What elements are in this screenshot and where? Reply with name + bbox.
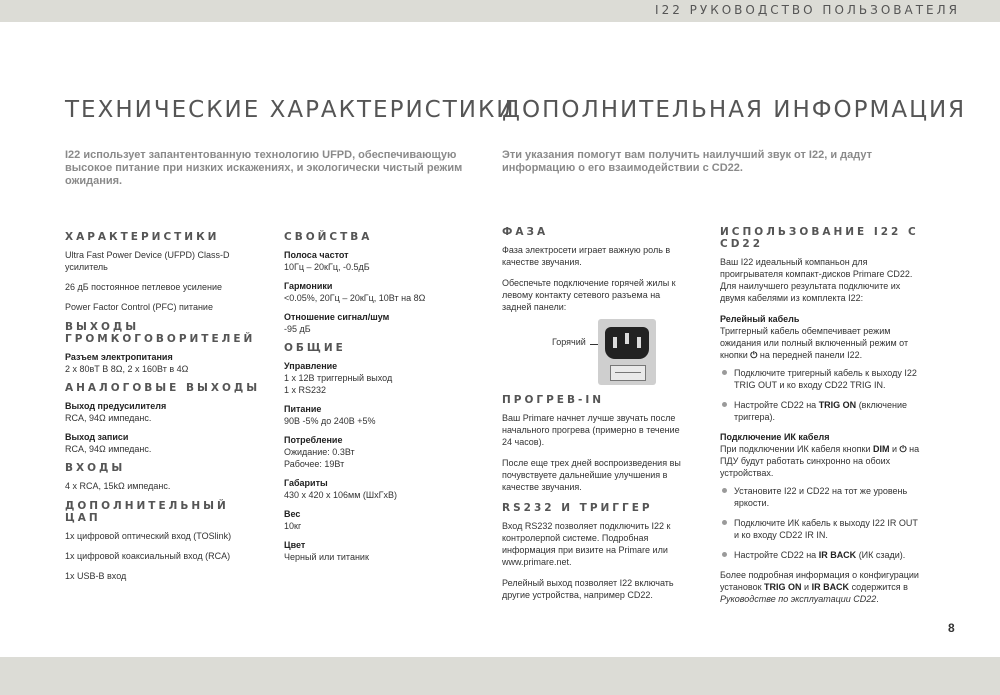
list-item	[720, 549, 925, 561]
header-bar	[0, 0, 1000, 22]
spec-item: 4 x RCA, 15kΩ импеданс.	[65, 481, 171, 491]
relay-section	[720, 313, 925, 361]
bullet-text: Подключите ИК кабель к выходу I22 IR OUT и ко входу CD22 IR IN.	[734, 518, 918, 540]
bullet-text: Подключите тригерный кабель к выходу I22 TRIG OUT и ко входу CD22 TRIG IN.	[734, 368, 917, 390]
manual-title: I22 РУКОВОДСТВО ПОЛЬЗОВАТЕЛЯ	[655, 3, 960, 17]
spec-item: Ultra Fast Power Device (UFPD) Class-D усилитель	[65, 250, 230, 272]
spec-entry	[284, 477, 474, 501]
spec-label: Разъем электропитания	[65, 352, 173, 362]
spec-value: Ожидание: 0.3Вт	[284, 447, 355, 457]
spec-entry	[65, 431, 265, 455]
bullet-icon	[722, 370, 727, 375]
spec-label: Потребление	[284, 435, 343, 445]
ir-text: на ПДУ будут работать синхронно на обоих устройствах.	[720, 444, 920, 478]
spec-entry	[284, 434, 474, 470]
spec-value: -95 дБ	[284, 324, 311, 334]
relay-heading: Релейный кабель	[720, 314, 800, 324]
inputs-heading: ВХОДЫ	[65, 462, 126, 474]
bullet-text: Настройте CD22 на	[734, 400, 819, 410]
bullet-text: (включение триггера).	[734, 400, 908, 422]
page-number: 8	[948, 621, 955, 635]
properties-heading: СВОЙСТВА	[284, 231, 373, 243]
phase-paragraph: Фаза электросети играет важную роль в качестве звучания.	[502, 245, 671, 267]
fuse-holder	[610, 365, 646, 381]
spec-entry	[284, 311, 474, 335]
bullet-icon	[722, 488, 727, 493]
outro-text: содержится в	[849, 582, 908, 592]
rs232-paragraph: Релейный выход позволяет I22 включать другие устройства, например CD22.	[502, 578, 674, 600]
spec-value: RCA, 94Ω импеданс.	[65, 413, 152, 423]
specs-column-1	[65, 231, 265, 590]
relay-text: на передней панели I22.	[757, 350, 863, 360]
list-item	[720, 485, 925, 509]
spec-entry	[284, 280, 474, 304]
spec-entry	[284, 539, 474, 563]
relay-text: Триггерный кабель обемпечивает режим ожидания или полный включенный режим от кнопки	[720, 326, 909, 360]
tech-specs-intro: I22 использует запантентованную технологию UFPD, обеспечивающую высокое питание при низких искажениях, и экологически чистый режим ожидания.	[65, 149, 463, 187]
spec-value: 1 x RS232	[284, 385, 327, 395]
spec-value: Рабочее: 19Вт	[284, 459, 345, 469]
spec-entry	[284, 403, 474, 427]
outro-paragraph	[720, 569, 925, 605]
additional-info-intro: Эти указания помогут вам получить наилучший звук от I22, и дадут информацию о его взаимодействии с CD22.	[502, 149, 872, 174]
outro-italic: Руководстве по эксплуатации CD22	[720, 594, 877, 604]
characteristics-heading: ХАРАКТЕРИСТИКИ	[65, 231, 220, 243]
spec-label: Отношение сигнал/шум	[284, 312, 390, 322]
socket-pin-right	[637, 337, 641, 348]
spec-entry	[284, 249, 474, 273]
list-item	[720, 517, 925, 541]
ir-section	[720, 431, 925, 479]
bullet-bold: TRIG ON	[818, 400, 857, 410]
extra-dac-heading: ДОПОЛНИТЕЛЬНЫЙ ЦАП	[65, 500, 229, 524]
ir-text: При подключении ИК кабеля кнопки	[720, 444, 873, 454]
bullet-icon	[722, 402, 727, 407]
spec-value: 430 x 420 x 106мм (ШxГxВ)	[284, 490, 398, 500]
spec-item: 26 дБ постоянное петлевое усиление	[65, 282, 223, 292]
ir-text: и	[889, 444, 900, 454]
info-column-1	[502, 226, 682, 610]
outro-text: .	[876, 594, 879, 604]
list-item	[720, 399, 925, 423]
bullet-text: Настройте CD22 на	[734, 550, 819, 560]
spec-label: Габариты	[284, 478, 328, 488]
spec-item: 1x цифровой коаксиальный вход (RCA)	[65, 551, 231, 561]
warmup-heading: ПРОГРЕВ-IN	[502, 394, 605, 406]
rs232-paragraph: Вход RS232 позволяет подключить I22 к контролерпой системе. Подробная информация при визите на Primare или www.primare.net.	[502, 521, 671, 567]
spec-label: Вес	[284, 509, 301, 519]
tech-specs-title: ТЕХНИЧЕСКИЕ ХАРАКТЕРИСТИКИ	[65, 97, 516, 123]
general-heading: ОБЩИЕ	[284, 342, 346, 354]
spec-value: RCA, 94Ω импеданс.	[65, 444, 152, 454]
spec-value: 10кг	[284, 521, 302, 531]
using-intro: Ваш I22 идеальный компаньон для проигрывателя компакт-дисков Primare CD22. Для наилучшего результата подключите их двумя кабелями из комплекта I22:	[720, 257, 913, 303]
hot-wire-label: Горячий	[552, 337, 586, 347]
bullet-text: Установите I22 и CD22 на тот же уровень яркости.	[734, 486, 908, 508]
spec-entry	[284, 508, 474, 532]
info-column-2	[720, 226, 925, 614]
bullet-icon	[722, 552, 727, 557]
speaker-outputs-heading: ВЫХОДЫ ГРОМКОГОВОРИТЕЛЕЙ	[65, 321, 256, 345]
spec-value: 1 x 12В триггерный выход	[284, 373, 393, 383]
ir-heading: Подключение ИК кабеля	[720, 432, 830, 442]
footer-bar	[0, 657, 1000, 695]
spec-label: Выход записи	[65, 432, 129, 442]
spec-item: Power Factor Control (PFC) питание	[65, 302, 213, 312]
spec-label: Управление	[284, 361, 338, 371]
phase-heading: ФАЗА	[502, 226, 549, 238]
phase-paragraph: Обеспечьте подключение горячей жилы к левому контакту сетевого разъема на задней панели:	[502, 278, 676, 312]
power-icon: ⏻	[750, 350, 758, 360]
spec-value: 10Гц – 20кГц, -0.5дБ	[284, 262, 370, 272]
spec-entry	[284, 360, 474, 396]
additional-info-title: ДОПОЛНИТЕЛЬНАЯ ИНФОРМАЦИЯ	[502, 97, 967, 123]
spec-value: <0.05%, 20Гц – 20кГц, 10Вт на 8Ω	[284, 293, 426, 303]
spec-label: Гармоники	[284, 281, 333, 291]
socket-pin-earth	[625, 333, 629, 344]
spec-value: Черный или титаник	[284, 552, 369, 562]
bullet-bold: IR BACK	[818, 550, 857, 560]
spec-label: Питание	[284, 404, 322, 414]
rs232-heading: RS232 И ТРИГГЕР	[502, 502, 653, 514]
using-heading: ИСПОЛЬЗОВАНИЕ I22 С CD22	[720, 226, 919, 250]
bullet-icon	[722, 520, 727, 525]
spec-label: Цвет	[284, 540, 306, 550]
warmup-paragraph: После еще трех дней воспроизведения вы почувствуете дальнейшие улучшения в качестве звучания.	[502, 458, 681, 492]
spec-value: 2 x 80вТ В 8Ω, 2 x 160Вт в 4Ω	[65, 364, 189, 374]
ir-bold: DIM	[873, 444, 890, 454]
spec-item: 1x цифровой оптический вход (TOSlink)	[65, 531, 232, 541]
analog-outputs-heading: АНАЛОГОВЫЕ ВЫХОДЫ	[65, 382, 261, 394]
warmup-paragraph: Ваш Primare начнет лучше звучать после начального прогрева (примерно в течение 24 часов).	[502, 413, 680, 447]
spec-label: Выход предусилителя	[65, 401, 167, 411]
spec-entry	[65, 351, 265, 375]
list-item	[720, 367, 925, 391]
outro-text: Более подробная информация о конфигурации установок	[720, 570, 919, 592]
specs-column-2	[284, 231, 474, 570]
outro-bold: IR BACK	[811, 582, 850, 592]
power-icon: ⏻	[899, 444, 907, 454]
iec-socket	[605, 327, 649, 359]
socket-pin-left	[613, 337, 617, 348]
spec-entry	[65, 400, 265, 424]
spec-label: Полоса частот	[284, 250, 349, 260]
bullet-text: (ИК сзади).	[856, 550, 906, 560]
spec-item: 1x USB-B вход	[65, 571, 127, 581]
outro-text: и	[801, 582, 812, 592]
outro-bold: TRIG ON	[764, 582, 802, 592]
power-inlet-diagram	[598, 319, 656, 385]
spec-value: 90В -5% до 240В +5%	[284, 416, 376, 426]
